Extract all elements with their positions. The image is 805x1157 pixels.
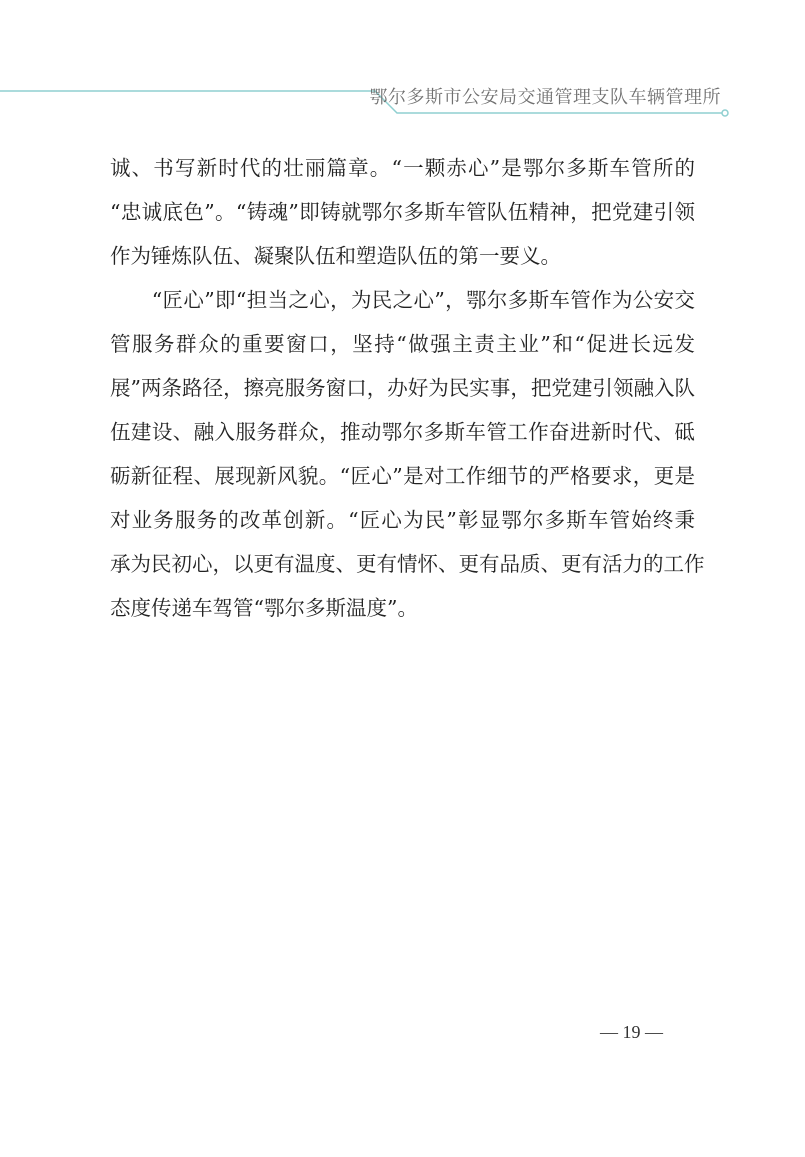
text-line: 诚、书写新时代的壮丽篇章。“一颗赤心”是鄂尔多斯车管所的 (110, 156, 695, 180)
page-number: — 19 — (600, 1022, 663, 1042)
text-line: 管服务群众的重要窗口，坚持“做强主责主业”和“促进长远发 (110, 332, 695, 356)
text-line: 承为民初心，以更有温度、更有情怀、更有品质、更有活力的工作 (110, 552, 705, 576)
text-line: 砺新征程、展现新风貌。“匠心”是对工作细节的严格要求，更是 (110, 464, 695, 488)
text-line: 展”两条路径，擦亮服务窗口，办好为民实事，把党建引领融入队 (110, 376, 695, 400)
header-rule (0, 0, 805, 130)
header-rule-end-dot (722, 110, 728, 116)
text-line: 作为锤炼队伍、凝聚队伍和塑造队伍的第一要义。 (110, 244, 561, 268)
text-line: “匠心”即“担当之心，为民之心”，鄂尔多斯车管作为公安交 (110, 288, 695, 312)
text-line: 对业务服务的改革创新。“匠心为民”彰显鄂尔多斯车管始终秉 (110, 508, 695, 532)
body-text (110, 146, 705, 630)
text-line: 伍建设、融入服务群众，推动鄂尔多斯车管工作奋进新时代、砥 (110, 420, 695, 444)
text-line: 态度传递车驾管“鄂尔多斯温度”。 (110, 596, 418, 620)
running-header-title: 鄂尔多斯市公安局交通管理支队车辆管理所 (369, 87, 721, 108)
text-line: “忠诚底色”。“铸魂”即铸就鄂尔多斯车管队伍精神，把党建引领 (110, 200, 695, 224)
